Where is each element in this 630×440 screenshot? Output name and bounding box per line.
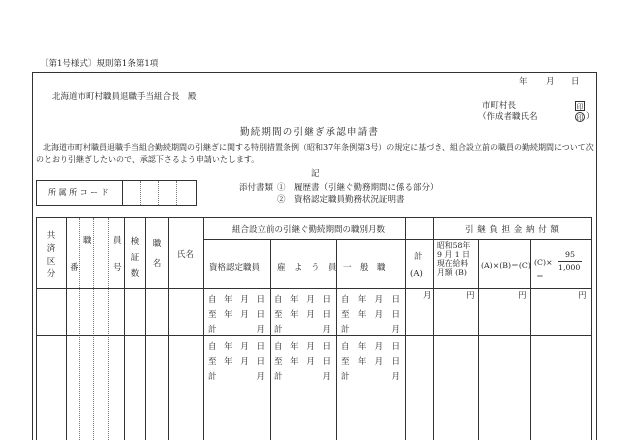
vline-4 [168,217,169,440]
nen-label: 年 [357,295,367,305]
document-title: 勤続期間の引継ぎ承認申請書 [240,127,380,138]
header-frac-den: 1,000 [558,263,581,272]
row1-yen-d: 円 [578,291,587,301]
header-yatoi: 雇 よ う 員 [277,263,337,273]
tsuki-label: 月 [374,342,384,352]
nen-label: 年 [357,342,367,352]
tsuki-label: 月 [322,372,331,382]
header-c-times: (C)× [534,258,553,267]
header-futan-group: 引 継 負 担 金 納 付 額 [465,225,560,235]
showa-line-4: 月額 (B) [437,267,467,277]
hi-label: 日 [322,357,331,367]
tsuki-label: 月 [391,325,400,335]
tsuki-label: 月 [240,357,249,367]
nen-label: 年 [224,310,233,320]
hi-label: 日 [391,357,400,367]
shi-label: 至 [208,310,217,320]
row1-yatoi-from [274,293,331,305]
addressee: 北海道市町村職員退職手当組合長 殿 [52,92,197,102]
row2-ippan-kei [341,370,400,382]
tsuki-label: 月 [306,295,315,305]
hi-label: 日 [391,310,400,320]
shi-label: 至 [341,357,350,367]
number-sep-2 [93,218,94,440]
date-year: 年 [519,77,528,87]
office-code-sep-2 [158,181,159,205]
row1-shikaku-from [208,293,265,305]
nen-label: 年 [357,357,367,367]
attachments-label: 添付書類 [239,183,274,193]
nen-label: 年 [357,310,367,320]
row2-yatoi-from [274,340,331,352]
tsuki-label: 月 [256,372,265,382]
hi-label: 日 [391,342,400,352]
number-sep-1 [79,218,80,440]
header-total-a: (A) [410,269,423,279]
row1-shikaku-to [208,308,265,320]
ki-mark: 記 [311,169,320,179]
showa-line-2: 9 月 1 日 [437,249,470,259]
header-axb: (A)×(B)＝(C) [481,261,531,270]
ji-label: 自 [274,342,283,352]
header-total: 計 [414,252,423,262]
header-kyosai [46,230,56,281]
vline-6 [270,239,271,440]
row1-ippan-to [341,308,400,320]
hi-label: 日 [256,342,265,352]
ji-label: 自 [341,295,350,305]
row1-total-unit: 月 [423,291,432,301]
nen-label: 年 [290,342,299,352]
tsuki-label: 月 [322,325,331,335]
header-kensho [130,234,140,282]
shi-label: 至 [341,310,350,320]
header-showa [434,242,478,278]
body-line-2: のとおり引継ぎしたいので、承認下さるよう申請いたします。 [36,155,260,164]
ji-label: 自 [274,295,283,305]
row2-yatoi-kei [274,370,331,382]
header-shikaku: 資格認定職員 [209,263,261,273]
kensho-char-1: 検 [130,237,140,247]
hi-label: 日 [256,357,265,367]
vline-10 [478,239,479,440]
tsuki-label: 月 [306,310,315,320]
nen-label: 年 [224,295,233,305]
header-go: 号 [113,263,122,273]
hi-label: 日 [256,295,265,305]
row2-yatoi-to [274,355,331,367]
vline-8 [405,217,406,440]
hi-label: 日 [322,295,331,305]
tsuki-label: 月 [374,357,384,367]
row1-ippan-kei [341,323,400,335]
tsuki-label: 月 [374,310,384,320]
nen-label: 年 [224,357,233,367]
header-period-group: 組合設立前の引継ぐ勤続期間の職別月数 [232,225,386,235]
kyosai-char-4: 分 [46,269,56,280]
row2-shikaku-from [208,340,265,352]
kei-label: 計 [341,325,350,335]
row2-shikaku-to [208,355,265,367]
office-code-label: 所 属 所 コ ー ド [48,188,109,197]
kyosai-char-3: 区 [46,256,56,267]
office-code-divider [122,180,123,206]
tsuki-label: 月 [306,357,315,367]
mayor-label: 市町村長 [482,101,517,111]
nen-label: 年 [290,357,299,367]
vline-5 [203,217,204,440]
hi-label: 日 [322,342,331,352]
header-frac-bar [558,261,582,262]
kensho-char-2: 証 [130,253,140,264]
row1-ippan-from [341,293,400,305]
number-sep-3 [108,218,109,440]
ji-label: 自 [208,342,217,352]
tsuki-label: 月 [240,295,249,305]
header-ippan: 一 般 職 [343,263,386,273]
row1-yatoi-to [274,308,331,320]
nen-label: 年 [290,295,299,305]
row1-yen-b: 円 [466,291,475,301]
row1-yen-c: 円 [518,291,527,301]
shi-label: 至 [274,357,283,367]
header-shokumei [152,234,162,275]
kei-label: 計 [341,372,350,382]
kei-label: 計 [274,325,283,335]
kei-label: 計 [208,325,217,335]
shokumei-char-1: 職 [152,239,162,249]
showa-line-3: 現在給料 [437,258,469,268]
kyosai-char-2: 済 [46,243,56,254]
header-ban: 番 [70,263,79,273]
hline-header-bottom [36,288,592,289]
office-code-sep-3 [176,181,177,205]
hi-label: 日 [322,310,331,320]
kei-label: 計 [208,372,217,382]
header-shokuin-1: 職 [83,236,92,246]
body-line-1: 北海道市町村職員退職手当組合勤続期間の引継ぎに関する特別措置条例（昭和37年条例第3号）の規定に基づき、組合設立前の職員の勤続期間について次 [43,143,594,152]
nen-label: 年 [290,310,299,320]
hline-header-split [203,239,592,240]
row2-ippan-to [341,355,400,367]
author-seal-icon: 印 [576,114,584,122]
date-month: 月 [546,77,555,87]
tsuki-label: 月 [240,310,249,320]
hi-label: 日 [391,295,400,305]
vline-1 [66,217,67,440]
mayor-seal-icon: 印 [576,103,584,111]
row2-shikaku-kei [208,370,265,382]
ji-label: 自 [341,342,350,352]
form-number: 〔第1号様式〕規則第1条第1項 [40,59,159,69]
vline-3 [145,217,146,440]
kensho-char-3: 数 [130,269,140,280]
kei-label: 計 [274,372,283,382]
row1-shikaku-kei [208,323,265,335]
attachment-item-1: ① 履歴書（引継ぐ勤務期間に係る部分） [277,183,439,193]
date-day: 日 [571,77,580,87]
tsuki-label: 月 [256,325,265,335]
shi-label: 至 [208,357,217,367]
shokumei-char-2: 名 [152,259,162,270]
attachment-item-2: ② 資格認定職員勤務状況証明書 [277,195,405,205]
nen-label: 年 [224,342,233,352]
author-label: （作成者職氏名 [478,112,538,122]
hline-row-1-bottom [36,335,592,336]
header-shimei: 氏名 [177,250,195,260]
author-close: ） [586,112,595,122]
header-eq: ＝ [536,272,544,281]
hi-label: 日 [256,310,265,320]
row2-ippan-from [341,340,400,352]
row1-yatoi-kei [274,323,331,335]
vline-2 [124,217,125,440]
shi-label: 至 [274,310,283,320]
kyosai-char-1: 共 [46,231,56,241]
ji-label: 自 [208,295,217,305]
showa-line-1: 昭和58年 [437,241,471,250]
tsuki-label: 月 [391,372,400,382]
tsuki-label: 月 [306,342,315,352]
header-shokuin-2: 員 [113,236,122,246]
tsuki-label: 月 [240,342,249,352]
header-frac-num: 95 [565,250,575,259]
office-code-sep-1 [140,181,141,205]
tsuki-label: 月 [374,295,384,305]
